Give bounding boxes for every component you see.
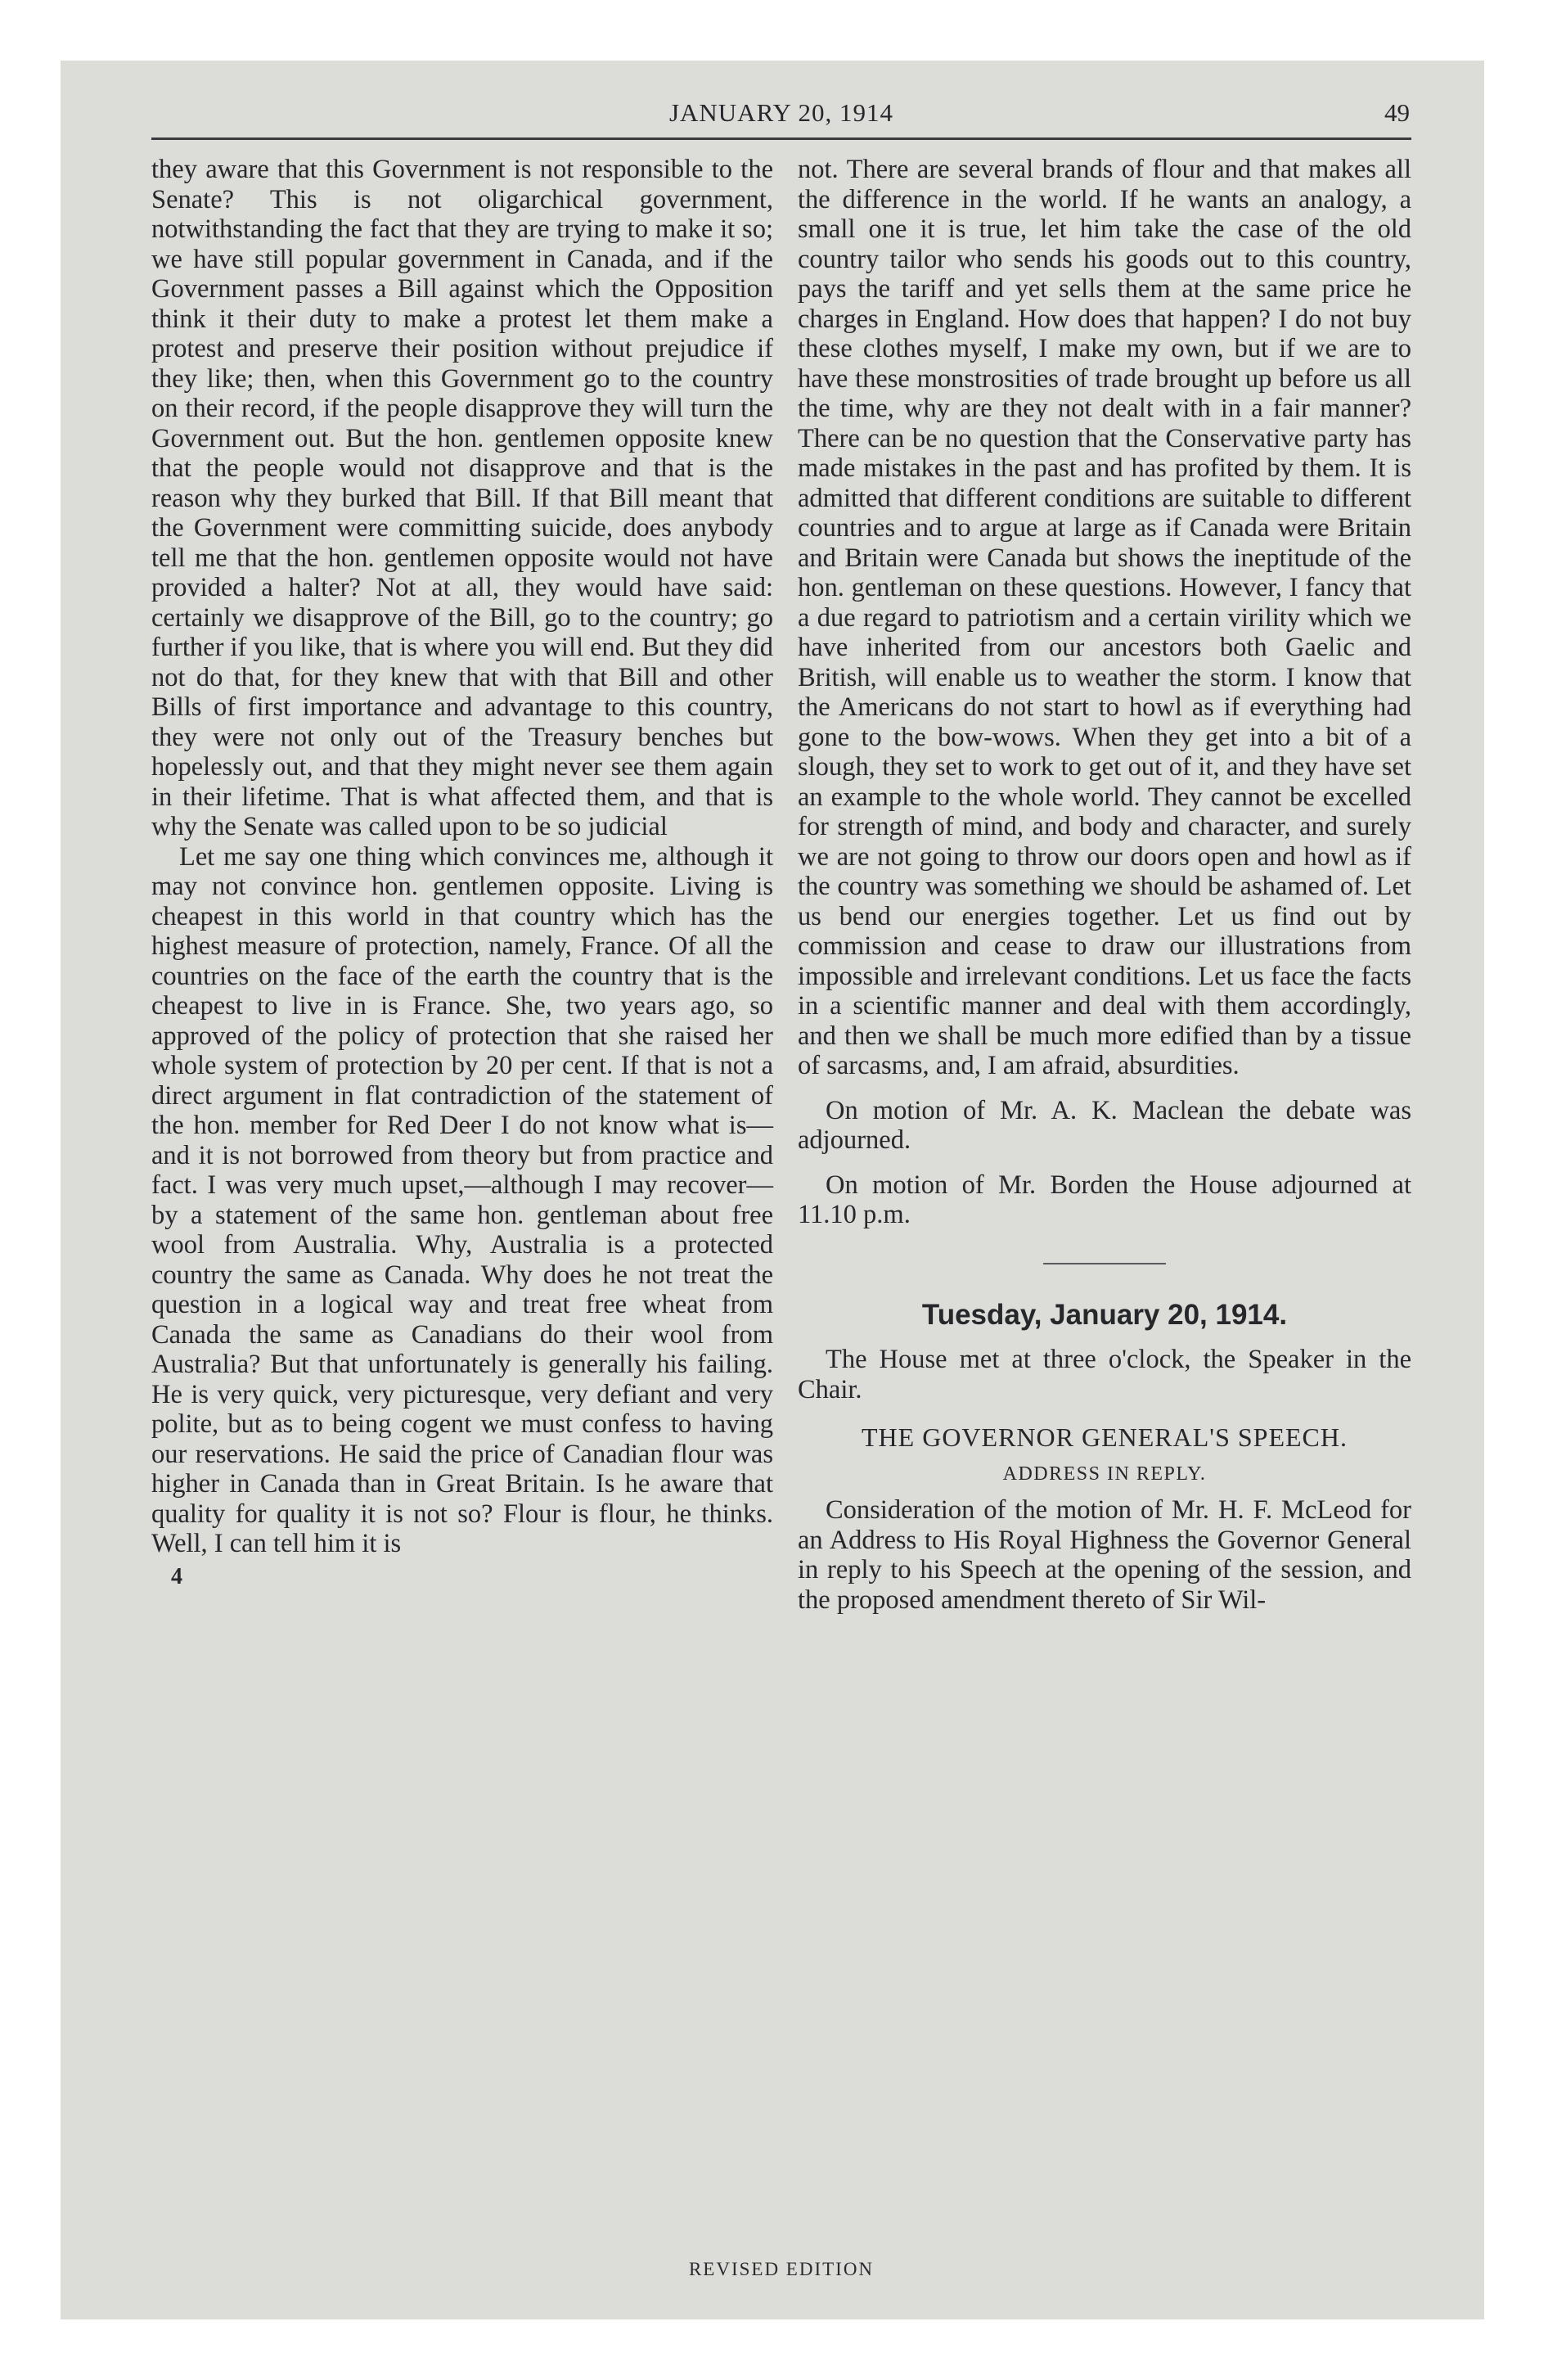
- right-paragraph-1: not. There are several brands of flour and that makes all the difference in the world. If he wants an analogy, a small one it is true, let him take the case of the old country tailor who sends his goods out to this country, pays the tariff and yet sells them at the same price he charges in England. How does that happen? I do not buy these clothes myself, I make my own, but if we are to have these monstrosities of trade brought up before us all the time, why are they not dealt with in a fair manner? There can be no question that the Conservative party has made mistakes in the past and has profited by them. It is admitted that different conditions are suitable to different countries and to argue at large as if Canada were Britain and Britain were Canada but shows the ineptitude of the hon. gentleman on these questions. However, I fancy that a due regard to patriotism and a certain virility which we have inherited from our ancestors both Gaelic and British, will enable us to weather the storm. I know that the Americans do not start to howl as if everything had gone to the bow-wows. When they get into a bit of a slough, they set to work to get out of it, and they have set an example to the whole world. They cannot be excelled for strength of mind, and body and character, and surely we are not going to throw our doors open and howl as if the country was something we should be ashamed of. Let us bend our energies together. Let us find out by commission and cease to draw our illustrations from impossible and irrelevant conditions. Let us face the facts in a scientific manner and deal with them accordingly, and then we shall be much more edified than by a tissue of sarcasms, and, I am afraid, absurdities.: [798, 155, 1411, 1080]
- section-subheading: ADDRESS IN REPLY.: [1002, 1463, 1207, 1485]
- motion-adjourn-debate: On motion of Mr. A. K. Maclean the debate was adjourned.: [798, 1095, 1411, 1155]
- hansard-page: [151, 98, 1411, 2279]
- section-divider: [1043, 1263, 1166, 1264]
- left-paragraph-1: they aware that this Government is not responsible to the Senate? This is not oligarchical government, notwithstanding the fact that they are trying to make it so; we have still popular government in Canada, and if the Government passes a Bill against which the Opposition think it their duty to make a protest let them make a protest and preserve their position without prejudice if they like; then, when this Government go to the country on their record, if the people disapprove they will turn the Government out. But the hon. gentlemen opposite knew that the people would not disapprove and that is the reason why they burked that Bill. If that Bill meant that the Government were committing suicide, does anybody tell me that the hon. gentlemen opposite would not have provided a halter? Not at all, they would have said: certainly we disapprove of the Bill, go to the country; go further if you like, that is where you will end. But they did not do that, for they knew that with that Bill and other Bills of first importance and advantage to this country, they were not only out of the Treasury benches but hopelessly out, and that they might never see them again in their lifetime. That is what affected them, and that is why the Senate was called upon to be so judicial: [151, 155, 773, 841]
- left-paragraph-2: Let me say one thing which convinces me, although it may not convince hon. gentlemen opposite. Living is cheapest in this world in that country which has the highest measure of protection, namely, France. Of all the countries on the face of the earth the country that is the cheapest to live in is France. She, two years ago, so approved of the policy of protection that she raised her whole system of protection by 20 per cent. If that is not a direct argument in flat contradiction of the statement of the hon. member for Red Deer I do not know what is—and it is not borrowed from theory but from practice and fact. I was very much upset,—although I may recover—by a statement of the same hon. gentleman about free wool from Australia. Why, Australia is a protected country the same as Canada. Why does he not treat the question in a logical way and treat free wheat from Canada the same as Canadians do their wool from Australia? But that unfortunately is generally his failing. He is very quick, very picturesque, very defiant and very polite, but as to being cogent we must confess to having our reservations. He said the price of Canadian flour was higher in Canada than in Great Britain. Is he aware that quality for quality it is not so? Flour is flour, he thinks. Well, I can tell him it is: [151, 841, 773, 1558]
- header-date: JANUARY 20, 1914: [668, 98, 894, 127]
- right-column: [798, 155, 1411, 1615]
- house-met-paragraph: The House met at three o'clock, the Speaker in the Chair.: [798, 1345, 1411, 1404]
- left-column: [151, 155, 773, 1592]
- edition-footer: REVISED EDITION: [688, 2259, 875, 2279]
- consideration-paragraph: Consideration of the motion of Mr. H. F. McLeod for an Address to His Royal Highness the Governor General in reply to his Speech at the opening of the session, and the proposed amendment thereto of Sir Wil-: [798, 1495, 1411, 1615]
- running-header: [151, 98, 1411, 140]
- motion-adjourn-house: On motion of Mr. Borden the House adjourned at 11.10 p.m.: [798, 1170, 1411, 1229]
- printer-signature-mark: 4: [171, 1563, 182, 1589]
- page-number: 49: [1384, 98, 1410, 127]
- sitting-date-heading: Tuesday, January 20, 1914.: [921, 1298, 1288, 1331]
- section-heading: THE GOVERNOR GENERAL'S SPEECH.: [862, 1422, 1348, 1452]
